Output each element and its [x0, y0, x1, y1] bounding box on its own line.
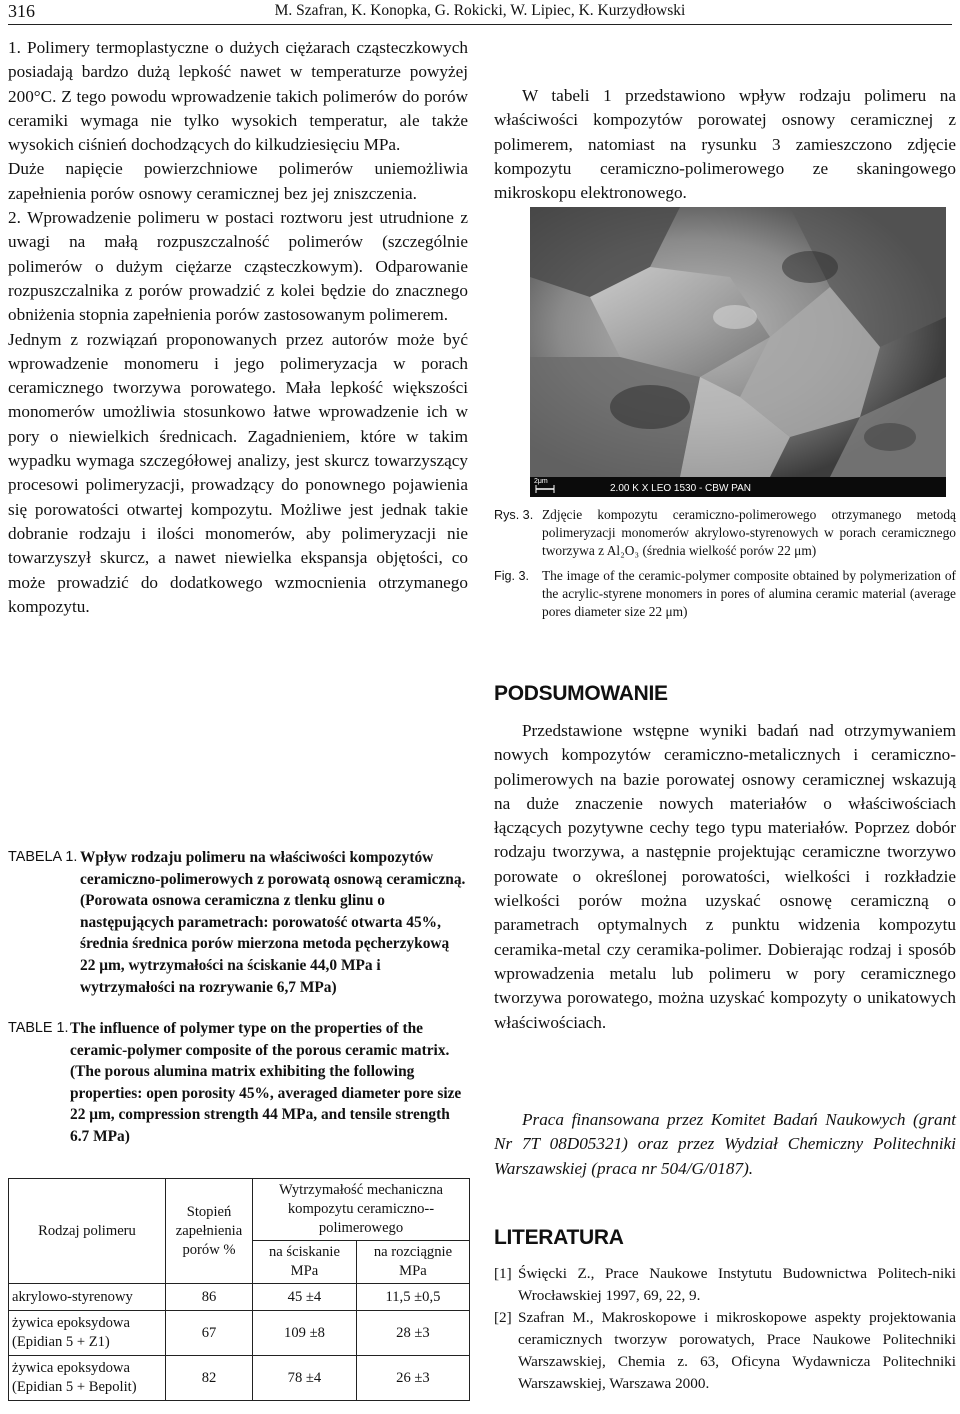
header-fill-degree: Stopień zapełnienia porów % [166, 1179, 253, 1284]
table-caption-en [8, 1018, 468, 1148]
cell-compression: 45 ±4 [253, 1284, 357, 1311]
cell-compression: 109 ±8 [253, 1311, 357, 1356]
cell-type: akrylowo-styrenowy [9, 1284, 166, 1311]
figure-caption-text-pl: Zdjęcie kompozytu ceramiczno-polimerowego otrzymanego metodą polimeryzacji monomerów akrylowo-styrenowych w porach ceramicznego tworzywa z Al₂O₃ (średnia wielkość porów 22 μm) [542, 507, 956, 558]
figure-label-pl: Rys. 3. [494, 508, 534, 522]
literature-heading: LITERATURA [494, 1226, 624, 1249]
paragraph-surface-tension: Duże napięcie powierzchniowe polimerów uniemożliwia zapełnienia porów osnowy ceramicznej bez jej zniszczenia. [8, 159, 468, 203]
table-row [9, 1356, 470, 1401]
paragraph-solution: 2. Wprowadzenie polimeru w postaci roztworu jest utrudnione z uwagi na małą rozpuszczalność polimerów (szczególnie polimerów o dużym ciężarze cząsteczkowym). Odparowanie rozpuszczalnika z porów prowadzić z kolei będzie do znacznego obniżenia stopnia zapełnienia porów zastosowanym polimerem. [8, 208, 468, 325]
header-tensile: na rozciągnie MPa [356, 1241, 469, 1284]
cell-tensile: 11,5 ±0,5 [356, 1284, 469, 1311]
cell-type: żywica epoksydowa (Epidian 5 + Bepolit) [9, 1356, 166, 1401]
cell-type: żywica epoksydowa (Epidian 5 + Z1) [9, 1311, 166, 1356]
sem-micrograph [530, 207, 946, 497]
figure-caption-text-en: The image of the ceramic-polymer composite obtained by polymerization of the acrylic-styrene monomers in pores of alumina ceramic material (average pores diameter size 22 μm) [542, 568, 956, 619]
sem-image [530, 207, 946, 497]
header-rule [8, 24, 952, 25]
table-row [9, 1311, 470, 1356]
figure-label-en: Fig. 3. [494, 569, 529, 583]
header-compression: na ściskanie MPa [253, 1241, 357, 1284]
left-column [8, 36, 468, 619]
page-header [8, 0, 952, 26]
funding-note: Praca finansowana przez Komitet Badań Naukowych (grant Nr 7T 08D05321) oraz przez Wydział Chemiczny Politechniki Warszawskiej (praca nr 504/G/0187). [494, 1110, 956, 1178]
paragraph-table-intro: W tabeli 1 przedstawiono wpływ rodzaju polimeru na właściwości kompozytów porowatej osnowy ceramicznej z polimerem, natomiast na rysunku 3 zamieszczono zdjęcie kompozytu ceramiczno-polimerowego ze skaningowego mikroskopu elektronowego. [494, 86, 956, 203]
figure-caption-en [494, 567, 956, 621]
sem-info-bar: 2.00 K X LEO 1530 - CBW PAN [610, 483, 751, 494]
cell-fill: 82 [166, 1356, 253, 1401]
header-strength: Wytrzymałość mechaniczna kompozytu ceramiczno--polimerowego [253, 1179, 470, 1241]
summary-heading: PODSUMOWANIE [494, 682, 668, 705]
table-caption-pl [8, 847, 468, 998]
header-polymer-type: Rodzaj polimeru [9, 1179, 166, 1284]
sem-scale-label: 2μm [534, 478, 548, 485]
paragraph-summary: Przedstawione wstępne wyniki badań nad otrzymywaniem nowych kompozytów ceramiczno-metalicznych i ceramiczno-polimerowych na bazie porowatej osnowy ceramicznej wskazują na duże znaczenie nowych materiałów o właściwościach łączących pozytywne cechy tego typu materiałów. Poprzez dobór rodzaju tworzywa, a następnie projektując ceramiczne tworzywo porowate o określonej porowatości, wielkości i rozkładzie wielkości porów można uzyskać osnowę ceramiczną o parametrach optymalnych z punktu widzenia kompozytu ceramika-metal czy ceramika-polimer. Dobierając rodzaj i sposób wprowadzenia metalu lub polimeru w pory ceramicznego tworzywa porowatego, można uzyskać kompozyty o unikatowych właściwościach. [494, 721, 956, 1032]
summary-section [494, 719, 956, 1035]
cell-tensile: 26 ±3 [356, 1356, 469, 1401]
paragraph-thermoplastic: 1. Polimery termoplastyczne o dużych ciężarach cząsteczkowych posiadają bardzo dużą lepkość nawet w temperaturze powyżej 200°C. Z tego powodu wprowadzenie takich polimerów do porów ceramiki wymaga nie tylko wysokich temperatur, ale także wysokich ciśnień dochodzących do kilkudziesięciu MPa. [8, 38, 468, 155]
cell-compression: 78 ±4 [253, 1356, 357, 1401]
cell-fill: 86 [166, 1284, 253, 1311]
table-row [9, 1284, 470, 1311]
right-column-intro [494, 84, 956, 205]
funding-section [494, 1108, 956, 1181]
table-caption-text-pl: Wpływ rodzaju polimeru na właściwości kompozytów ceramiczno-polimerowych z porowatą osnową ceramiczną. (Porowata osnowa ceramiczna z tlenku glinu o następujących parametrach: porowatość otwarta 45%, średnia średnica porów mierzona metoda pęcherzykową 22 μm, wytrzymałości na ściskanie 44,0 MPa i wytrzymałości na rozrywanie 6,7 MPa) [80, 849, 466, 996]
reference-number: [2] [494, 1309, 512, 1326]
reference-text: Szafran M., Makroskopowe i mikroskopowe aspekty projektowania ceramicznych tworzyw porowatych, Prace Naukowe Politechniki Warszawskiej, Chemia z. 63, Oficyna Wydawnicza Politechniki Warszawskiej, Warszawa 2000. [518, 1309, 956, 1392]
page-number: 316 [8, 1, 35, 21]
reference-number: [1] [494, 1265, 512, 1282]
cell-tensile: 28 ±3 [356, 1311, 469, 1356]
cell-fill: 67 [166, 1311, 253, 1356]
figure-caption-pl [494, 506, 956, 560]
table-caption-text-en: The influence of polymer type on the properties of the ceramic-polymer composite of the porous ceramic matrix. (The porous alumina matrix exhibiting the following properties: open porosity 45%, averaged diameter pore size 22 μm, compression strength 44 MPa, and tensile strength 6.7 MPa) [70, 1020, 462, 1145]
reference-2 [494, 1307, 956, 1395]
running-authors: M. Szafran, K. Konopka, G. Rokicki, W. Lipiec, K. Kurzydłowski [274, 2, 686, 19]
table-label-pl: TABELA 1. [8, 849, 78, 865]
reference-1 [494, 1263, 956, 1307]
reference-text: Święcki Z., Prace Naukowe Instytutu Budownictwa Politech-niki Wrocławskiej 1997, 69, 22, 9. [518, 1265, 956, 1304]
paragraph-monomer: Jednym z rozwiązań proponowanych przez autorów może być wprowadzenie monomeru i jego polimeryzacja w porach ceramicznego tworzywa porowatego. Mała lepkość większości monomerów umożliwia stosunkowo łatwe wprowadzenie ich w pory o niewielkich średnicach. Zagadnieniem, które w takim wypadku wymaga szczegółowej analizy, jest skurcz towarzyszący procesowi polimeryzacji, prowadzący do ponownego pojawienia się porowatości otwartej kompozytu. Możliwe jest jednak takie dobranie rodzaju i ilości monomerów, aby polimeryzacji nie towarzyszył skurcz, a nawet niewielka ekspansja objętości, co może prowadzić do dodatkowego wzmocnienia otrzymanego kompozytu. [8, 329, 468, 616]
table-label-en: TABLE 1. [8, 1020, 69, 1036]
results-table [8, 1178, 470, 1401]
